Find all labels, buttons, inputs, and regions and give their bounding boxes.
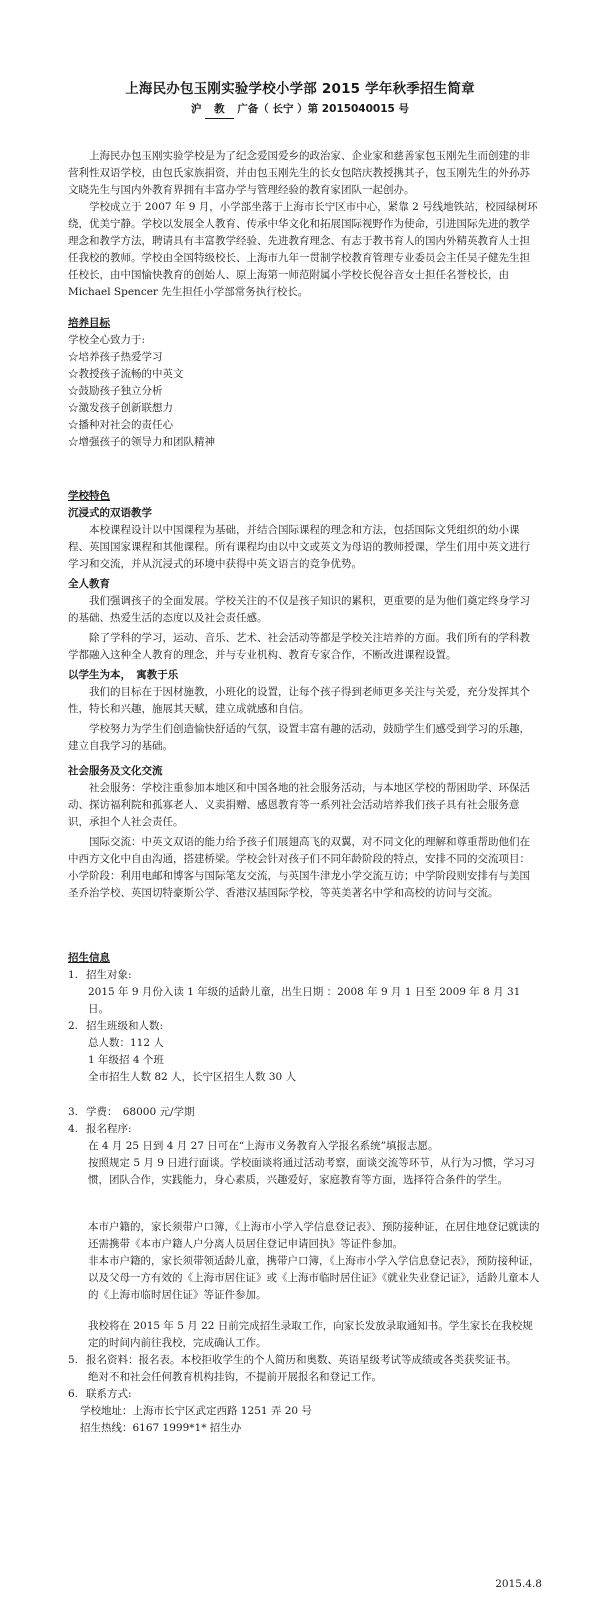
student-centered-heading: 以学生为本， 寓教于乐: [68, 669, 179, 681]
process-paragraph-3: 本市户籍的，家长须带户口簿，《上海市小学入学信息登记表》、预防接种证，在居住地登记就读的还需携带《本市户籍人户分离人员居住登记申请回执》等证件参加。: [88, 1221, 540, 1250]
school-address: 学校地址：上海市长宁区武定西路 1251 弄 20 号: [80, 1405, 312, 1417]
student-centered-paragraph-1: 我们的目标在于因材施教，小班化的设置，让每个孩子得到老师更多关注与关爱，充分发挥其个性，特长和兴趣，施展其天赋，建立成就感和自信。: [68, 686, 530, 715]
bilingual-paragraph: 本校课程设计以中国课程为基础，并结合国际课程的理念和方法，包括国际文凭组织的幼小课程、英国国家课程和其他课程。所有课程均由以中文或英文为母语的教师授课，学生们用中英文进行学习和交流，并从沉浸式的环境中获得中英文语言的竞争优势。: [68, 524, 530, 570]
process-paragraph-5: 我校将在 2015 年 5 月 22 日前完成招生录取工作，向家长发放录取通知书。学生家长在我校规定的时间内前往我校，完成确认工作。: [88, 1320, 533, 1349]
features-section: [68, 488, 540, 902]
admission-item-classes: [68, 1018, 540, 1035]
features-heading: 学校特色: [68, 490, 110, 502]
intro-paragraph-1: 上海民办包玉刚实验学校是为了纪念爱国爱乡的政治家、企业家和慈善家包玉刚先生而创建的非营利性双语学校，由包氏家族捐资，并由包玉刚先生的长女包陪庆教授携其子，包玉刚先生的外孙苏文晓先生与国内外教育界拥有丰富办学与管理经验的教育家团队一起创办。: [68, 150, 530, 196]
social-heading: 社会服务及文化交流: [68, 765, 163, 777]
item-number: 4.: [68, 1123, 79, 1135]
goal-item: ☆播种对社会的责任心: [68, 419, 173, 431]
admission-item-materials: [68, 1352, 540, 1369]
goal-item: ☆培养孩子热爱学习: [68, 351, 163, 363]
social-service-paragraph: 社会服务：学校注重参加本地区和中国各地的社会服务活动，与本地区学校的帮困助学、环保活动、探访福利院和孤寡老人、义卖捐赠、感恩教育等一系列社会活动培养我们孩子具有社会服务意识，承担个人社会责任。: [68, 782, 530, 828]
subtitle-suffix: ）第 2015040015 号: [297, 103, 409, 115]
item-number: 5.: [68, 1354, 79, 1366]
item-label: 招生对象:: [86, 969, 132, 981]
materials-paragraph-2: 绝对不和社会任何教育机构挂钩，不提前开展报名和登记工作。: [88, 1371, 382, 1383]
item-number: 3.: [68, 1106, 79, 1118]
admission-section: [68, 950, 540, 1437]
registration-number: [0, 101, 600, 119]
goal-item: ☆增强孩子的领导力和团队精神: [68, 436, 215, 448]
intro-paragraph-2: 学校成立于 2007 年 9 月，小学部坐落于上海市长宁区市中心，紧靠 2 号线地铁站，校园绿树环绕，优美宁静。学校以发展全人教育、传承中华文化和拓展国际视野作为使命，引进国际先进的教学理念和教学方法，聘请具有丰富教学经验、先进教育理念、有志于教书育人的国内外精英教育人士担任我校的教师。学校由全国特级校长、上海市九年一贯制学校教育管理专业委员会主任吴子健先生担任校长，由中国愉快教育的创始人、原上海第一师范附属小学校长倪谷音女士担任名誉校长，由 Michael Spencer 先生担任小学部常务执行校长。: [68, 201, 538, 298]
admission-item-process: [68, 1121, 540, 1138]
process-paragraph-4: 非本市户籍的，家长须带领适龄儿童，携带户口簿，《上海市小学入学信息登记表》，预防接种证，以及父母一方有效的《上海市居住证》或《上海市临时居住证》《就业失业登记证》，适龄儿童本人的《上海市临时居住证》等证件参加。: [88, 1255, 540, 1301]
page-title: 上海民办包玉刚实验学校小学部 2015 学年秋季招生简章: [125, 81, 475, 97]
fee-text: 学费： 68000 元/学期: [86, 1106, 195, 1118]
process-paragraph-1: 在 4 月 25 日到 4 月 27 日可在“上海市义务教育入学报名系统”填报志愿。: [88, 1140, 439, 1152]
whole-person-paragraph-2: 除了学科的学习，运动、音乐、艺术、社会活动等都是学校关注培养的方面。我们所有的学科教学都融入这种全人教育的理念，并与专业机构、教育专家合作，不断改进课程设置。: [68, 632, 530, 661]
item-number: 6.: [68, 1388, 79, 1400]
goal-item: ☆激发孩子创新联想力: [68, 402, 173, 414]
admission-hotline: 招生热线：6167 1999*1* 招生办: [80, 1422, 242, 1434]
goals-heading: 培养目标: [68, 317, 110, 329]
subtitle-prefix: 沪: [191, 103, 202, 115]
goals-section: [68, 315, 540, 451]
classes-total: 总人数：112 人: [88, 1037, 164, 1049]
process-paragraph-2: 按照规定 5 月 9 日进行面谈。学校面谈将通过活动考察，面谈交流等环节，从行为习惯，学习习惯，团队合作，实践能力，身心素质，兴趣爱好，家庭教育等方面，选择符合条件的学生。: [88, 1157, 535, 1186]
whole-person-heading: 全人教育: [68, 578, 110, 590]
goal-item: ☆教授孩子流畅的中英文: [68, 368, 184, 380]
subtitle-underlined: 教: [205, 101, 234, 119]
item-number: 1.: [68, 969, 79, 981]
whole-person-paragraph-1: 我们强调孩子的全面发展。学校关注的不仅是孩子知识的累积，更重要的是为他们奠定终身学习的基础、热爱生活的态度以及社会责任感。: [68, 595, 530, 624]
admission-item-contact: [68, 1386, 540, 1403]
classes-city: 全市招生人数 82 人，长宁区招生人数 30 人: [88, 1071, 297, 1083]
item-label: 招生班级和人数:: [86, 1020, 164, 1032]
item-label: 联系方式:: [86, 1388, 132, 1400]
goal-item: ☆鼓励孩子独立分析: [68, 385, 163, 397]
classes-grade: 1 年级招 4 个班: [88, 1054, 164, 1066]
subtitle-district: 长宁: [272, 103, 294, 115]
student-centered-paragraph-2: 学校努力为学生们创造愉快舒适的气氛，设置丰富有趣的活动，鼓励学生们感受到学习的乐趣，建立自我学习的基础。: [68, 723, 530, 752]
intro-section: [68, 148, 540, 301]
item-number: 2.: [68, 1020, 79, 1032]
admission-heading: 招生信息: [68, 952, 110, 964]
international-exchange-paragraph: 国际交流：中英文双语的能力给予孩子们展翅高飞的双翼，对不同文化的理解和尊重帮助他们在中西方文化中自由沟通，搭建桥梁。学校会针对孩子们不同年龄阶段的特点，安排不同的交流项目：小学阶段：利用电邮和博客与国际笔友交流，与英国牛津龙小学交流互访；中学阶段则安排有与美国圣乔治学校、英国切特豪斯公学、香港汉基国际学校，等英美著名中学和高校的访问与交流。: [68, 836, 530, 899]
materials-text: 报名资料：报名表。本校拒收学生的个人简历和奥数、英语星级考试等成绩或各类获奖证书。: [86, 1354, 517, 1366]
bilingual-heading: 沉浸式的双语教学: [68, 507, 152, 519]
goals-lead: 学校全心致力于:: [68, 334, 146, 346]
admission-item-target: [68, 967, 540, 984]
target-text: 2015 年 9 月份入读 1 年级的适龄儿童，出生日期 ：2008 年 9 月 1 日至 2009 年 8 月 31 日。: [88, 986, 521, 1015]
issue-date: 2015.4.8: [495, 1578, 542, 1590]
item-label: 报名程序:: [86, 1123, 132, 1135]
subtitle-middle: 广备（: [237, 103, 269, 115]
admission-item-fee: [68, 1104, 540, 1121]
